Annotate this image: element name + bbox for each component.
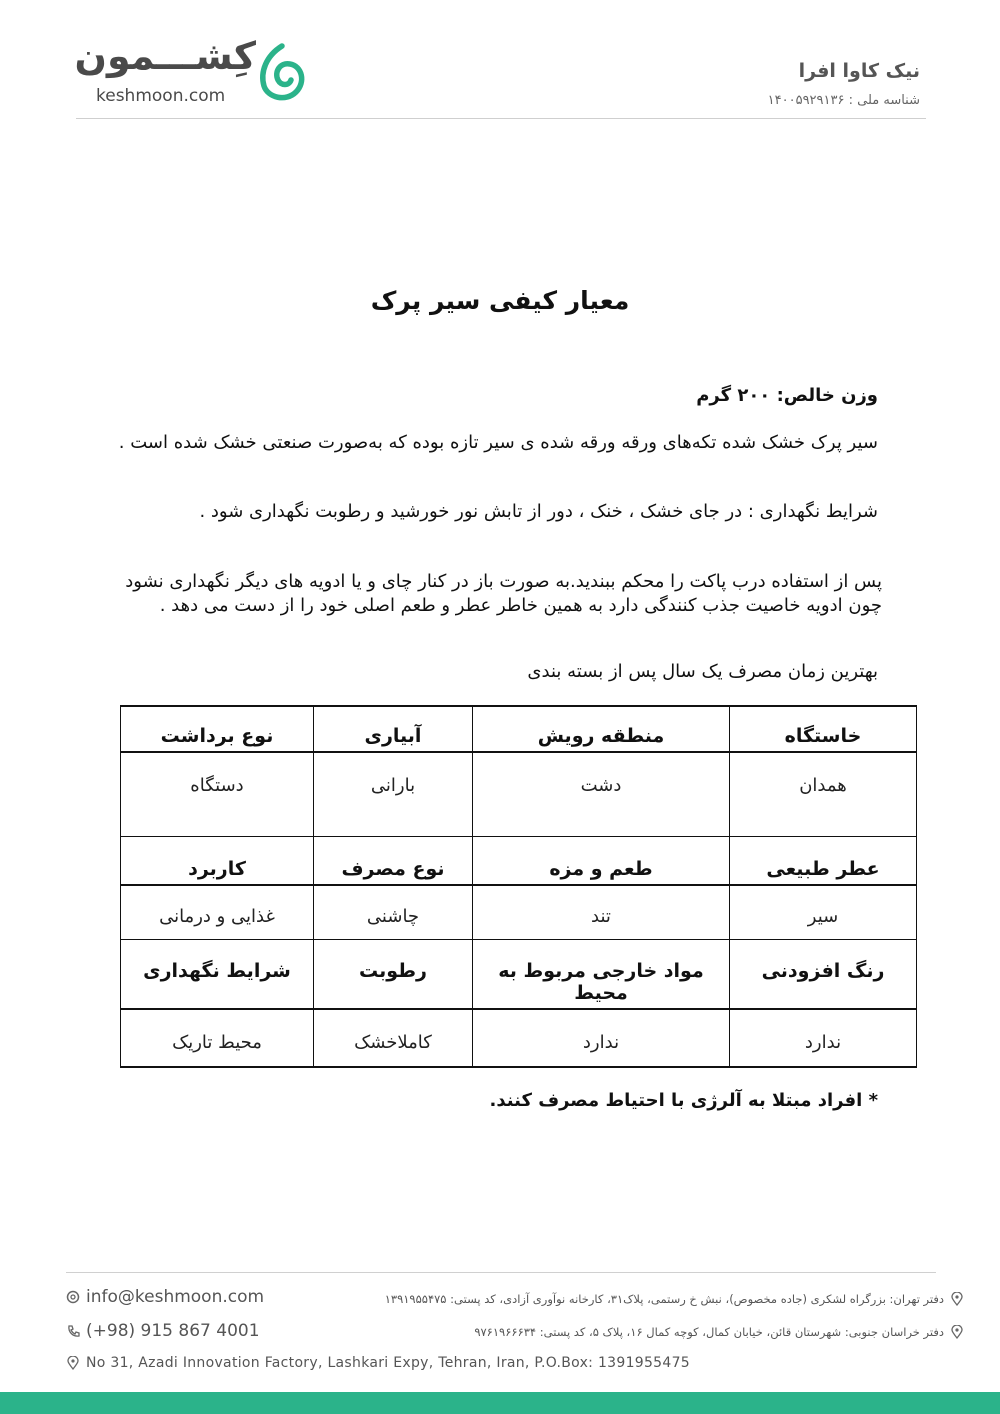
footer-phone-text[interactable]: (+98) 915 867 4001 xyxy=(86,1321,260,1341)
location-pin-icon xyxy=(950,1292,964,1306)
logo-wordmark-en[interactable]: keshmoon.com xyxy=(96,86,226,106)
table-header-cell: آبیاری xyxy=(314,706,473,752)
table-cell: سیر xyxy=(730,885,917,939)
storage-conditions: شرایط نگهداری : در جای خشک ، خنک ، دور از تابش نور خورشید و رطوبت نگهداری شود . xyxy=(199,501,878,522)
footer-office-khorasan-text: دفتر خراسان جنوبی: شهرستان قائن، خیابان کمال، کوچه کمال ۱۶، پلاک ۵، کد پستی: ۹۷۶۱۹۶۶۶۳۴ xyxy=(474,1325,944,1339)
logo-wordmark-fa: کِشـــمون xyxy=(74,34,256,78)
footer-phone[interactable] xyxy=(66,1321,260,1341)
table-header-cell: نوع برداشت xyxy=(121,706,314,752)
footer-email-text[interactable]: info@keshmoon.com xyxy=(86,1287,265,1307)
table-header-cell: رنگ افزودنی xyxy=(730,939,917,1009)
table-header-cell: مواد خارجی مربوط به محیط xyxy=(473,939,730,1009)
table-cell: کاملاخشک xyxy=(314,1009,473,1067)
table-header-cell: کاربرد xyxy=(121,836,314,885)
table-cell: دشت xyxy=(473,752,730,836)
table-cell: ندارد xyxy=(473,1009,730,1067)
table-header-cell: نوع مصرف xyxy=(314,836,473,885)
table-header-row xyxy=(121,939,917,1009)
product-description: سیر پرک خشک شده تکه‌های ورقه ورقه شده ی سیر تازه بوده که به‌صورت صنعتی خشک شده است . xyxy=(118,432,878,453)
best-consumption-time: بهترین زمان مصرف یک سال پس از بسته بندی xyxy=(527,661,878,682)
table-cell: تند xyxy=(473,885,730,939)
email-icon xyxy=(66,1290,80,1304)
table-cell: چاشنی xyxy=(314,885,473,939)
table-header-cell: طعم و مزه xyxy=(473,836,730,885)
national-id: شناسه ملی : ۱۴۰۰۵۹۲۹۱۳۶ xyxy=(767,93,920,108)
phone-icon xyxy=(66,1324,80,1338)
location-pin-icon xyxy=(66,1356,80,1370)
header-divider xyxy=(76,118,926,119)
after-opening-instructions: پس از استفاده درب پاکت را محکم ببندید.به صورت باز در کنار چای و یا ادویه های دیگر نگهداری نشود چون ادویه خاصیت جذب کنندگی دارد به همین خاطر عطر و طعم اصلی خود را از دست می دهد . xyxy=(125,571,882,616)
table-row xyxy=(121,752,917,836)
footer-office-tehran-text: دفتر تهران: بزرگراه لشکری (جاده مخصوص)، نبش خ رستمی، پلاک۳۱، کارخانه نوآوری آزادی، کد پستی: ۱۳۹۱۹۵۵۴۷۵ xyxy=(384,1292,944,1306)
table-cell: ندارد xyxy=(730,1009,917,1067)
table-header-cell: رطوبت xyxy=(314,939,473,1009)
table-header-cell: عطر طبیعی xyxy=(730,836,917,885)
table-header-cell: منطقه رویش xyxy=(473,706,730,752)
footer-email[interactable] xyxy=(66,1287,264,1307)
footer-address-en-text: No 31, Azadi Innovation Factory, Lashkari Expy, Tehran, Iran, P.O.Box: 1391955475 xyxy=(86,1355,691,1371)
company-name: نیک کاوا افرا xyxy=(798,60,920,82)
table-cell: همدان xyxy=(730,752,917,836)
footer-address-en xyxy=(66,1355,690,1371)
table-header-row xyxy=(121,706,917,752)
table-cell: محیط تاریک xyxy=(121,1009,314,1067)
allergy-note: * افراد مبتلا به آلرژی با احتیاط مصرف کنند. xyxy=(489,1090,878,1111)
table-header-cell: خاستگاه xyxy=(730,706,917,752)
table-header-cell: شرایط نگهداری xyxy=(121,939,314,1009)
table-row xyxy=(121,885,917,939)
table-cell: غذایی و درمانی xyxy=(121,885,314,939)
footer-brand-bar xyxy=(0,1392,1000,1414)
table-cell: دستگاه xyxy=(121,752,314,836)
footer-divider xyxy=(66,1272,936,1273)
document-title: معیار کیفی سیر پرک xyxy=(370,286,630,315)
footer-office-khorasan xyxy=(474,1325,964,1339)
location-pin-icon xyxy=(950,1325,964,1339)
table-header-row xyxy=(121,836,917,885)
table-row xyxy=(121,1009,917,1067)
table-cell: بارانی xyxy=(314,752,473,836)
specification-table xyxy=(120,705,917,1068)
footer-office-tehran xyxy=(385,1292,964,1306)
keshmoon-logo-icon xyxy=(256,42,308,104)
net-weight: وزن خالص: ۲۰۰ گرم xyxy=(696,385,878,406)
